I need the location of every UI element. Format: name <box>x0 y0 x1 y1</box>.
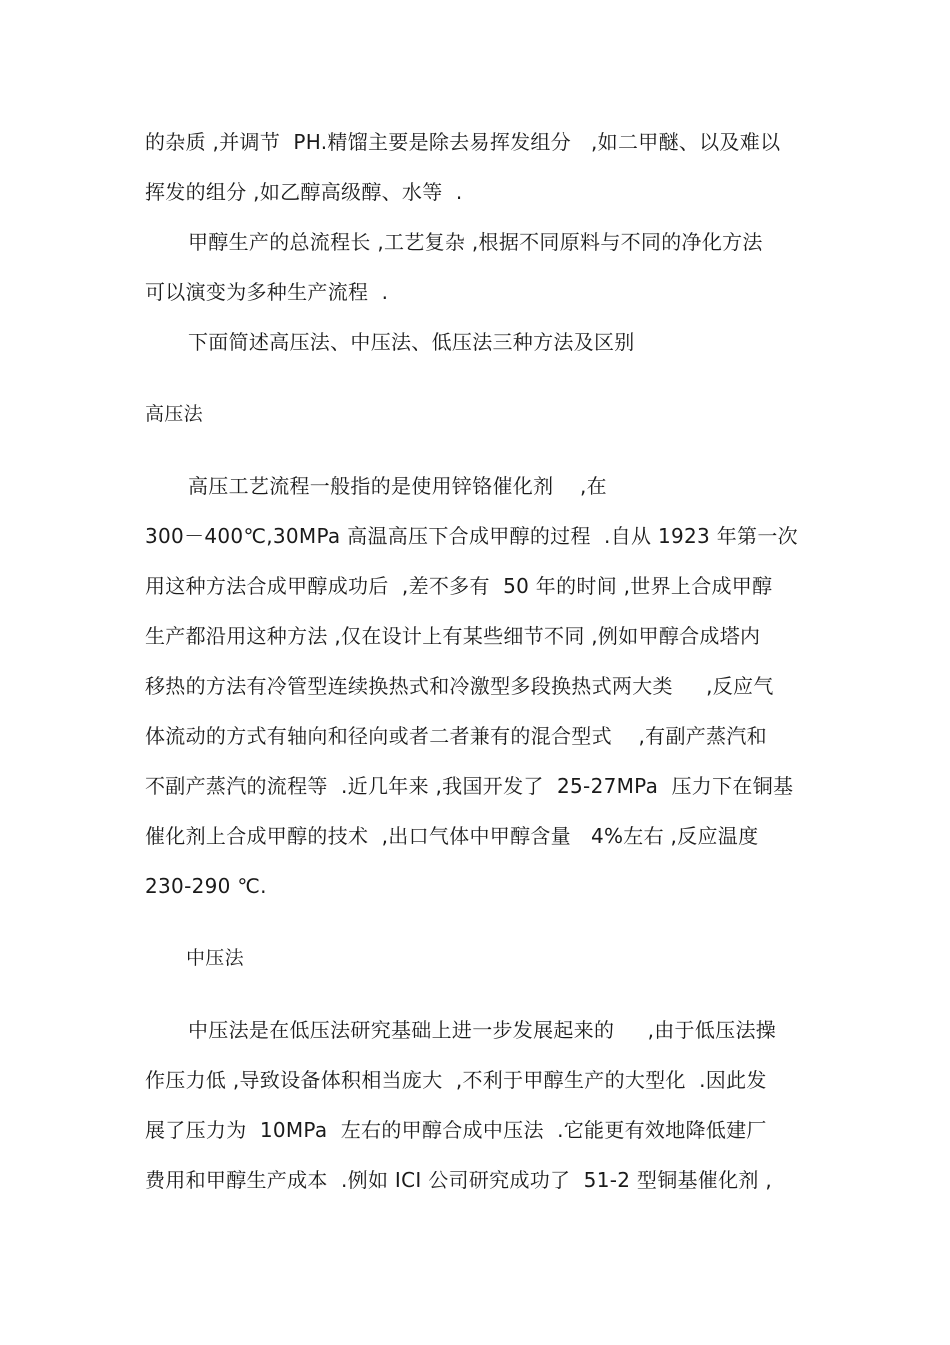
text-line: 可以演变为多种生产流程 . <box>145 280 389 304</box>
text-line: 体流动的方式有轴向和径向或者二者兼有的混合型式 ,有副产蒸汽和 <box>145 724 767 748</box>
text-line: 230-290 ℃. <box>145 874 267 898</box>
text-line: 移热的方法有冷管型连续换热式和冷激型多段换热式两大类 ,反应气 <box>145 674 774 698</box>
section-heading-medium-pressure: 中压法 <box>186 947 244 969</box>
text-line: 生产都沿用这种方法 ,仅在设计上有某些细节不同 ,例如甲醇合成塔内 <box>145 624 761 648</box>
text-line: 费用和甲醇生产成本 .例如 ICI 公司研究成功了 51-2 型铜基催化剂 , <box>145 1168 773 1192</box>
text-line: 甲醇生产的总流程长 ,工艺复杂 ,根据不同原料与不同的净化方法 <box>188 230 763 254</box>
text-line: 作压力低 ,导致设备体积相当庞大 ,不利于甲醇生产的大型化 .因此发 <box>145 1068 767 1092</box>
text-line: 展了压力为 10MPa 左右的甲醇合成中压法 .它能更有效地降低建厂 <box>145 1118 767 1142</box>
section-heading-high-pressure: 高压法 <box>145 403 203 425</box>
text-line: 下面简述高压法、中压法、低压法三种方法及区别 <box>188 330 635 354</box>
text-line: 高压工艺流程一般指的是使用锌铬催化剂 ,在 <box>188 474 607 498</box>
text-line: 不副产蒸汽的流程等 .近几年来 ,我国开发了 25-27MPa 压力下在铜基 <box>145 774 794 798</box>
text-line: 催化剂上合成甲醇的技术 ,出口气体中甲醇含量 4%左右 ,反应温度 <box>145 824 759 848</box>
text-line: 的杂质 ,并调节 PH.精馏主要是除去易挥发组分 ,如二甲醚、以及难以 <box>145 130 781 154</box>
text-line: 用这种方法合成甲醇成功后 ,差不多有 50 年的时间 ,世界上合成甲醇 <box>145 574 773 598</box>
text-line: 300－400℃,30MPa 高温高压下合成甲醇的过程 .自从 1923 年第一次 <box>145 524 798 548</box>
text-line: 中压法是在低压法研究基础上进一步发展起来的 ,由于低压法操 <box>188 1018 777 1042</box>
text-line: 挥发的组分 ,如乙醇高级醇、水等 . <box>145 180 463 204</box>
